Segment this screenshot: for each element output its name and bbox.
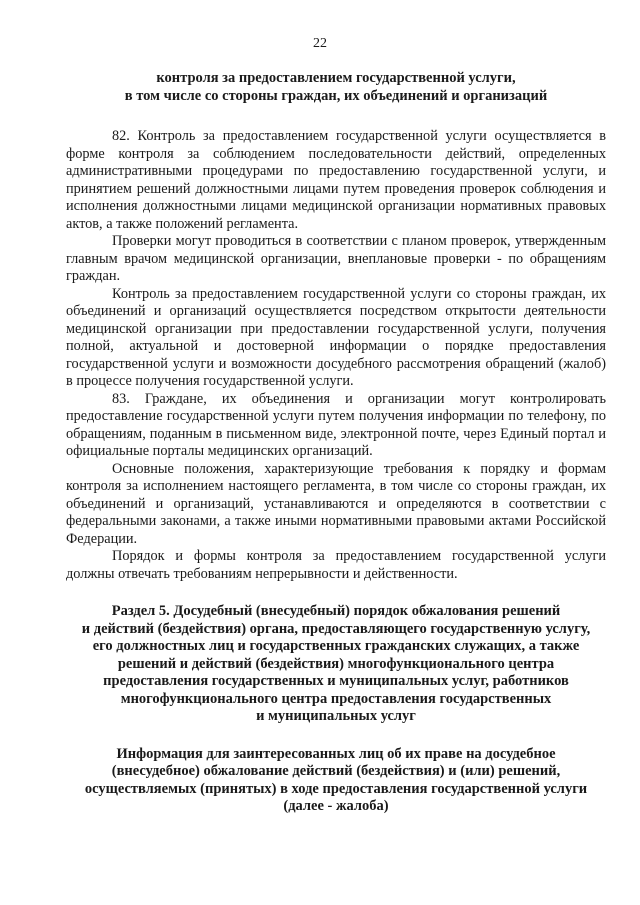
heading-line: и действий (бездействия) органа, предоставляющего государственную услугу, — [81, 620, 591, 637]
page-number: 22 — [313, 36, 327, 51]
section-5-heading — [66, 603, 606, 726]
heading-line: и муниципальных услуг — [256, 708, 416, 724]
heading-line: осуществляемых (принятых) в ходе предоставления государственной услуги — [84, 780, 588, 797]
heading-line: многофункционального центра предоставления государственных — [120, 690, 552, 707]
paragraph-83: 83. Граждане, их объединения и организации могут контролировать предоставление государственной услуги путем получения информации по телефону, по обращениям, поданным в письменном виде, электронной почте, через Единый портал и официальные порталы медицинских организаций. — [66, 390, 606, 459]
complaint-info-heading — [66, 746, 606, 816]
paragraph-82: 82. Контроль за предоставлением государственной услуги осуществляется в форме контроля за соблюдением последовательности действий, определенных административными процедурами по предоставлению государственной услуги, и принятием решений должностными лицами путем проведения проверок соблюдения и исполнения должностными лицами медицинской организации нормативных правовых актов, а также положений регламента. — [66, 128, 606, 232]
paragraph-inspections: Проверки могут проводиться в соответствии с планом проверок, утвержденным главным врачом медицинской организации, внеплановые проверки - по обращениям граждан. — [66, 233, 606, 284]
subsection-heading — [66, 70, 606, 105]
paragraph-control-forms: Порядок и формы контроля за предоставлением государственной услуги должны отвечать требованиям непрерывности и действенности. — [66, 548, 606, 582]
heading-line: решений и действий (бездействия) многофункционального центра — [117, 655, 555, 672]
heading-line: предоставления государственных и муниципальных услуг, работников — [103, 673, 569, 689]
heading-line: Информация для заинтересованных лиц об их праве на досудебное — [116, 745, 556, 762]
paragraph-citizen-control: Контроль за предоставлением государственной услуги со стороны граждан, их объединений и организаций осуществляется посредством открытости деятельности медицинской организации при предоставлении государственной услуги, получения полной, актуальной и достоверной информации о порядке предоставления государственной услуги и возможности досудебного рассмотрения обращений (жалоб) в процессе получения государственной услуги. — [66, 285, 606, 389]
heading-line: в том числе со стороны граждан, их объединений и организаций — [124, 87, 548, 104]
heading-line: его должностных лиц и государственных гражданских служащих, а также — [92, 638, 580, 654]
heading-line: (далее - жалоба) — [283, 798, 389, 814]
heading-line: (внесудебное) обжалование действий (бездействия) и (или) решений, — [111, 763, 561, 779]
heading-line: Раздел 5. Досудебный (внесудебный) порядок обжалования решений — [111, 603, 561, 619]
document-body — [66, 70, 606, 816]
heading-line: контроля за предоставлением государственной услуги, — [156, 70, 516, 86]
paragraph-main-provisions: Основные положения, характеризующие требования к порядку и формам контроля за исполнением настоящего регламента, в том числе со стороны граждан, их объединений и организаций, устанавливаются и определяются в соответствии с федеральными законами, а также иными нормативными правовыми актами Российской Федерации. — [66, 460, 606, 547]
